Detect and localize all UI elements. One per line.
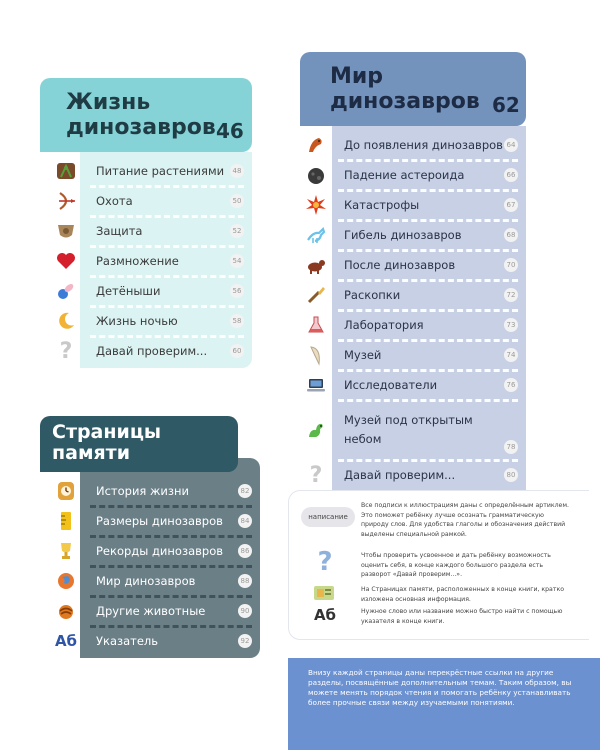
toc-item-page: 86 bbox=[238, 544, 252, 558]
toc-item-page: 64 bbox=[504, 138, 518, 152]
toc-item[interactable] bbox=[54, 476, 252, 506]
section-header bbox=[40, 416, 238, 472]
toc-item[interactable] bbox=[304, 310, 518, 340]
green-dino-icon bbox=[304, 418, 328, 442]
toc-item[interactable] bbox=[54, 216, 244, 246]
toc-item[interactable] bbox=[54, 276, 244, 306]
toc-item[interactable] bbox=[54, 306, 244, 336]
toc-item-page: 84 bbox=[238, 514, 252, 528]
toc-item-label: Падение астероида bbox=[344, 168, 465, 182]
toc-item-page: 60 bbox=[230, 344, 244, 358]
toc-item-label: Исследователи bbox=[344, 378, 438, 392]
memory-pages-icon bbox=[313, 584, 335, 602]
plant-eating-icon bbox=[54, 159, 78, 183]
toc-item[interactable] bbox=[304, 460, 518, 490]
laptop-icon bbox=[304, 373, 328, 397]
section-title-line2: динозавров bbox=[330, 89, 480, 115]
toc-item-label: До появления динозавров bbox=[344, 138, 503, 152]
toc-item[interactable] bbox=[304, 250, 518, 280]
spelling-tag: написание bbox=[301, 507, 355, 527]
toc-item-page: 67 bbox=[504, 198, 518, 212]
toc-item-label: Лаборатория bbox=[344, 318, 424, 332]
toc-item-label: Размножение bbox=[96, 254, 179, 268]
section-title-line2: памяти bbox=[52, 442, 131, 465]
toc-item[interactable] bbox=[304, 160, 518, 190]
heart-icon bbox=[54, 249, 78, 273]
tooth-icon bbox=[304, 343, 328, 367]
brush-icon bbox=[304, 283, 328, 307]
clock-icon bbox=[54, 479, 78, 503]
toc-item-label: Гибель динозавров bbox=[344, 228, 462, 242]
legend-text-check: Чтобы проверить усвоенное и дать ребёнку возможность оценить себя, в конце каждого большого раздела есть разворот «Давай проверим...». bbox=[361, 552, 551, 578]
dinosaur-skeleton-icon bbox=[304, 223, 328, 247]
toc-item-page: 56 bbox=[230, 284, 244, 298]
toc-item[interactable] bbox=[54, 336, 244, 366]
question-icon: ? bbox=[59, 338, 73, 364]
toc-item-page: 90 bbox=[238, 604, 252, 618]
toc-item-label: Музей bbox=[344, 348, 382, 362]
toc-item-page: 88 bbox=[238, 574, 252, 588]
toc-item-page: 73 bbox=[504, 318, 518, 332]
animal-icon bbox=[54, 599, 78, 623]
toc-item[interactable] bbox=[304, 280, 518, 310]
toc-item[interactable] bbox=[54, 156, 244, 186]
explosion-icon bbox=[304, 193, 328, 217]
flask-icon bbox=[304, 313, 328, 337]
info-text: Внизу каждой страницы даны перекрёстные ссылки на другие разделы, посвящённые дополнительным темам. Таким образом, вы можете менять порядок чтения и помогать ребёнку устанавливать более прочные связи между изучаемыми понятиями. bbox=[308, 668, 572, 707]
toc-item-label: Давай проверим... bbox=[344, 468, 456, 482]
toc-item-label: Питание растениями bbox=[96, 164, 225, 178]
toc-item-page: 70 bbox=[504, 258, 518, 272]
toc-item-label: Жизнь ночью bbox=[96, 314, 178, 328]
toc-item-label: Раскопки bbox=[344, 288, 401, 302]
toc-item-page: 82 bbox=[238, 484, 252, 498]
toc-item-label: Защита bbox=[96, 224, 143, 238]
toc-item-page: 92 bbox=[238, 634, 252, 648]
toc-item-page: 76 bbox=[504, 378, 518, 392]
toc-item-page: 78 bbox=[504, 440, 518, 454]
toc-item-page: 50 bbox=[230, 194, 244, 208]
section-title-line1: Страницы bbox=[52, 421, 162, 443]
toc-item[interactable] bbox=[54, 566, 252, 596]
shield-icon bbox=[54, 219, 78, 243]
toc-item[interactable] bbox=[304, 370, 518, 400]
toc-item[interactable] bbox=[54, 186, 244, 216]
toc-item-page: 72 bbox=[504, 288, 518, 302]
legend-text-articles: Все подписи к иллюстрациям даны с определённым артиклем. Это поможет ребёнку лучше осознать грамматическую природу слов. Для удобства глаголы и обозначения действий выделены специальной рамкой. bbox=[361, 502, 569, 538]
toc-item-label: Охота bbox=[96, 194, 133, 208]
legend-text-index: Нужное слово или название можно быстро найти с помощью указателя в конце книги. bbox=[361, 608, 563, 625]
mammal-icon bbox=[304, 253, 328, 277]
toc-item[interactable] bbox=[304, 130, 518, 160]
section-memory-pages bbox=[40, 416, 260, 656]
toc-item[interactable] bbox=[304, 190, 518, 220]
legend-box bbox=[288, 490, 589, 640]
section-header bbox=[40, 78, 252, 152]
toc-item-page: 54 bbox=[230, 254, 244, 268]
toc-item-label: Катастрофы bbox=[344, 198, 420, 212]
toc-item-page: 80 bbox=[504, 468, 518, 482]
toc-item-label: Музей под открытым небом bbox=[344, 413, 473, 446]
toc-item-page: 68 bbox=[504, 228, 518, 242]
toc-item-page: 74 bbox=[504, 348, 518, 362]
section-life-of-dinosaurs bbox=[40, 78, 252, 368]
section-title-line1: Мир bbox=[330, 64, 384, 89]
section-title-line2: динозавров bbox=[66, 115, 216, 141]
toc-item[interactable] bbox=[304, 340, 518, 370]
toc-item[interactable] bbox=[54, 246, 244, 276]
toc-item[interactable] bbox=[54, 626, 252, 656]
toc-item-label: Размеры динозавров bbox=[96, 514, 223, 528]
index-icon: Аб bbox=[313, 606, 337, 624]
toc-item-label: Детёныши bbox=[96, 284, 161, 298]
toc-item[interactable] bbox=[54, 536, 252, 566]
toc-item-page: 48 bbox=[230, 164, 244, 178]
section-world-of-dinosaurs bbox=[300, 52, 526, 488]
globe-icon bbox=[54, 569, 78, 593]
ruler-icon bbox=[54, 509, 78, 533]
toc-item-label: Давай проверим... bbox=[96, 344, 208, 358]
section-page-number: 62 bbox=[492, 93, 520, 117]
legend-text-memory: На Страницах памяти, расположенных в конце книги, кратко изложена основная информация. bbox=[361, 586, 564, 603]
cross-reference-info-box bbox=[288, 658, 600, 750]
toc-item-page: 52 bbox=[230, 224, 244, 238]
toc-item-label: Рекорды динозавров bbox=[96, 544, 224, 558]
toc-item-page: 66 bbox=[504, 168, 518, 182]
question-icon: ? bbox=[317, 547, 333, 577]
toc-item[interactable] bbox=[54, 506, 252, 536]
question-icon: ? bbox=[309, 462, 323, 488]
toc-item-label: Мир динозавров bbox=[96, 574, 196, 588]
toc-item[interactable] bbox=[304, 400, 518, 460]
toc-item[interactable] bbox=[304, 220, 518, 250]
toc-item-label: После динозавров bbox=[344, 258, 456, 272]
toc-item-label: Указатель bbox=[96, 634, 159, 648]
section-header bbox=[300, 52, 526, 126]
toc-item[interactable] bbox=[54, 596, 252, 626]
pacifier-icon bbox=[54, 279, 78, 303]
asteroid-icon bbox=[304, 163, 328, 187]
early-creature-icon bbox=[304, 133, 328, 157]
bow-hunting-icon bbox=[54, 189, 78, 213]
toc-item-label: Другие животные bbox=[96, 604, 206, 618]
section-page-number: 46 bbox=[216, 119, 244, 143]
trophy-icon bbox=[54, 539, 78, 563]
moon-icon bbox=[54, 309, 78, 333]
toc-item-page: 58 bbox=[230, 314, 244, 328]
toc-item-label: История жизни bbox=[96, 484, 189, 498]
section-title-line1: Жизнь bbox=[66, 90, 151, 115]
index-icon: Аб bbox=[54, 632, 78, 650]
